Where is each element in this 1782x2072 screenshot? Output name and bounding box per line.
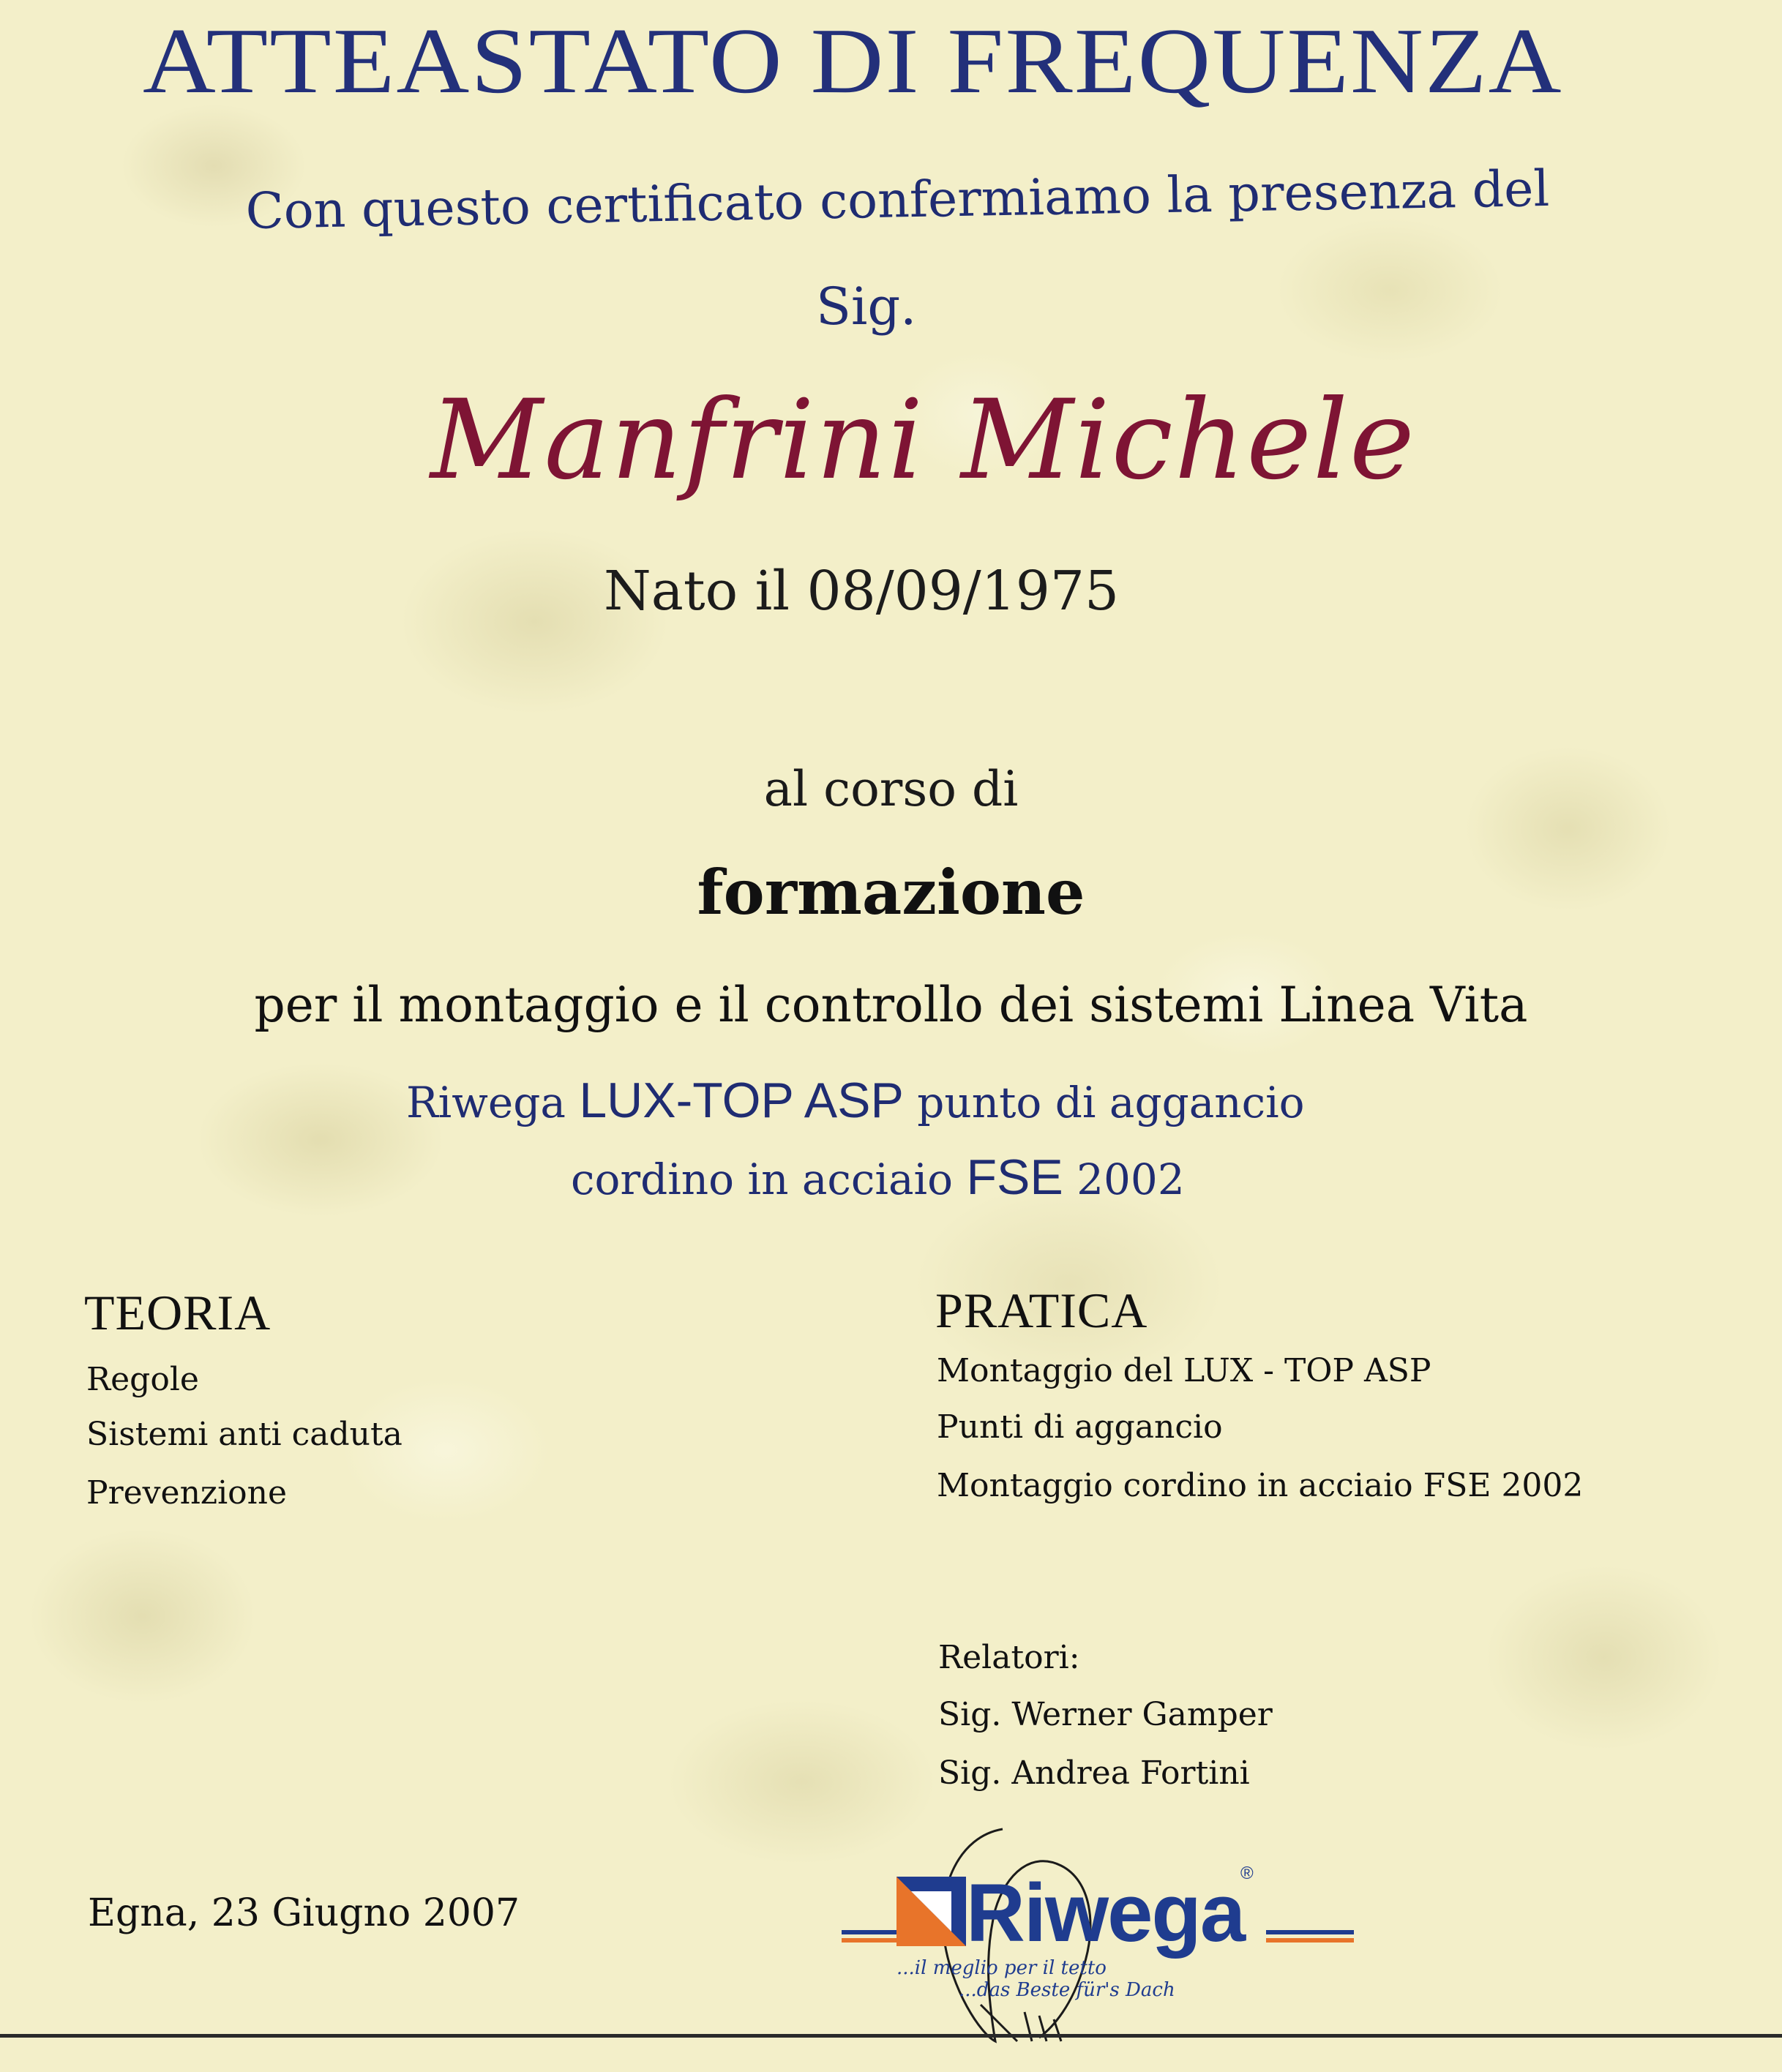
- practice-item: Montaggio cordino in acciaio FSE 2002: [937, 1467, 1584, 1504]
- place-date: Egna, 23 Giugno 2007: [88, 1891, 520, 1935]
- recipient-name: Manfrini Michele: [430, 377, 1416, 504]
- bottom-divider: [0, 2034, 1782, 2038]
- practice-item: Punti di aggancio: [937, 1408, 1223, 1446]
- theory-item: Regole: [86, 1361, 199, 1398]
- certificate-title: ATTEASTATO DI FREQUENZA: [143, 9, 1563, 113]
- speaker-name: Sig. Andrea Fortini: [938, 1754, 1250, 1792]
- theory-title: TEORIA: [84, 1285, 272, 1340]
- certificate-intro: Con questo certificato confermiamo la presenza del: [245, 159, 1550, 241]
- speaker-name: Sig. Werner Gamper: [938, 1696, 1273, 1733]
- course-description: per il montaggio e il controllo dei sistemi Linea Vita: [254, 977, 1528, 1033]
- speakers-title: Relatori:: [938, 1639, 1080, 1676]
- logo-emblem: [896, 1877, 966, 1946]
- riwega-logo: [842, 1862, 1354, 2008]
- theory-item: Sistemi anti caduta: [86, 1416, 403, 1453]
- product-line-2-c: 2002: [1063, 1155, 1185, 1204]
- logo-slogan-de: ...das Beste für's Dach: [959, 1979, 1175, 2001]
- theory-item: Prevenzione: [86, 1474, 288, 1512]
- product-line-2-b: FSE: [966, 1149, 1063, 1205]
- birth-date: Nato il 08/09/1975: [604, 560, 1120, 623]
- logo-slogan-it: ...il meglio per il tetto: [896, 1957, 1107, 1979]
- course-type: formazione: [697, 856, 1085, 928]
- logo-stripes-left: [842, 1930, 900, 1942]
- product-line-2-a: cordino in acciaio: [571, 1155, 967, 1204]
- logo-brand: Riwega: [966, 1867, 1245, 1959]
- product-line-2: [571, 1149, 1185, 1206]
- logo-stripes-right: [1266, 1930, 1354, 1942]
- practice-item: Montaggio del LUX - TOP ASP: [937, 1352, 1431, 1389]
- product-line-1-a: Riwega: [406, 1078, 580, 1127]
- practice-title: PRATICA: [935, 1283, 1148, 1338]
- product-line-1-c: punto di aggancio: [903, 1078, 1305, 1127]
- logo-registered: ®: [1240, 1863, 1254, 1883]
- product-line-1-b: LUX-TOP ASP: [579, 1073, 904, 1128]
- product-line-1: [406, 1072, 1305, 1129]
- course-intro: al corso di: [763, 761, 1019, 817]
- salutation: Sig.: [816, 277, 917, 337]
